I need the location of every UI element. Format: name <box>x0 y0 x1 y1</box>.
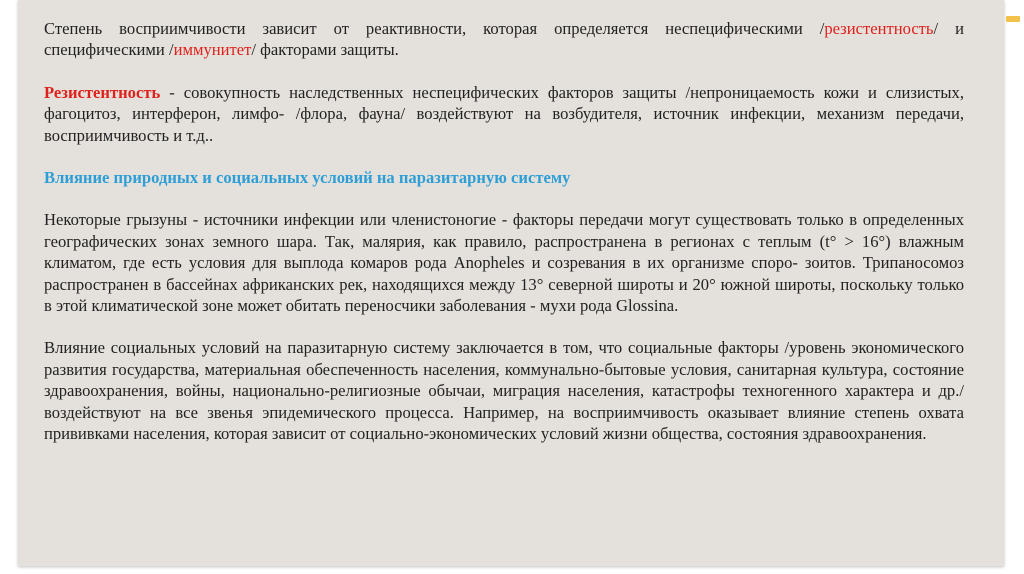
paragraph-natural-conditions: Некоторые грызуны - источники инфекции или членистоногие - факторы передачи могут существовать только в определенных географических зонах земного шара. Так, малярия, как правило, распространена в регионах с теплым (t° > 16°) влажным климатом, где есть условия для выплода комаров рода Anopheles и созревания в их организме споро- зоитов. Трипаносомоз распространен в бассейнах африканских рек, находящихся между 13° северной широты и 20° южной широты, поскольку только в этой климатической зоне может обитать переносчики заболевания - мухи рода Glossina. <box>44 210 964 316</box>
para1-mid: / и специфическими / <box>44 19 964 60</box>
term-immunity: иммунитет <box>173 40 252 60</box>
para1-line1: Степень восприимчивости зависит от реактивности, которая определяется неспецифическими <box>44 19 803 38</box>
slide-content <box>44 18 964 445</box>
para1-pre: / <box>819 19 825 38</box>
section-heading: Влияние природных и социальных условий на паразитарную систему <box>44 168 571 188</box>
paragraph-resistance-definition <box>44 82 964 146</box>
paragraph-susceptibility <box>44 18 964 61</box>
resistance-definition-text: - совокупность наследственных неспецифических факторов защиты /непроницаемость кожи и слизистых, фагоцитоз, интерферон, лимфо- /флора, фауна/ воздействуют на возбудителя, источник инфекции, механизм передачи, восприимчивость и т.д.. <box>44 82 964 145</box>
paragraph-social-conditions: Влияние социальных условий на паразитарную систему заключается в том, что социальные факторы /уровень экономического развития государства, материальная обеспеченность населения, коммунально-бытовые условия, санитарная культура, состояние здравоохранения, войны, национально-религиозные обычаи, миграция населения, катастрофы техногенного характера и др./ воздействуют на все звенья эпидемического процесса. Например, на восприимчивость оказывает влияние степень охвата прививками населения, которая зависит от социально-экономических условий жизни общества, состояния здравоохранения. <box>44 338 964 444</box>
term-resistance: резистентность <box>824 19 934 38</box>
slide <box>18 0 1004 566</box>
page-edge-marker <box>1006 16 1020 22</box>
para1-post: / факторами защиты. <box>251 40 399 60</box>
term-resistance-bold: Резистентность <box>44 82 161 102</box>
